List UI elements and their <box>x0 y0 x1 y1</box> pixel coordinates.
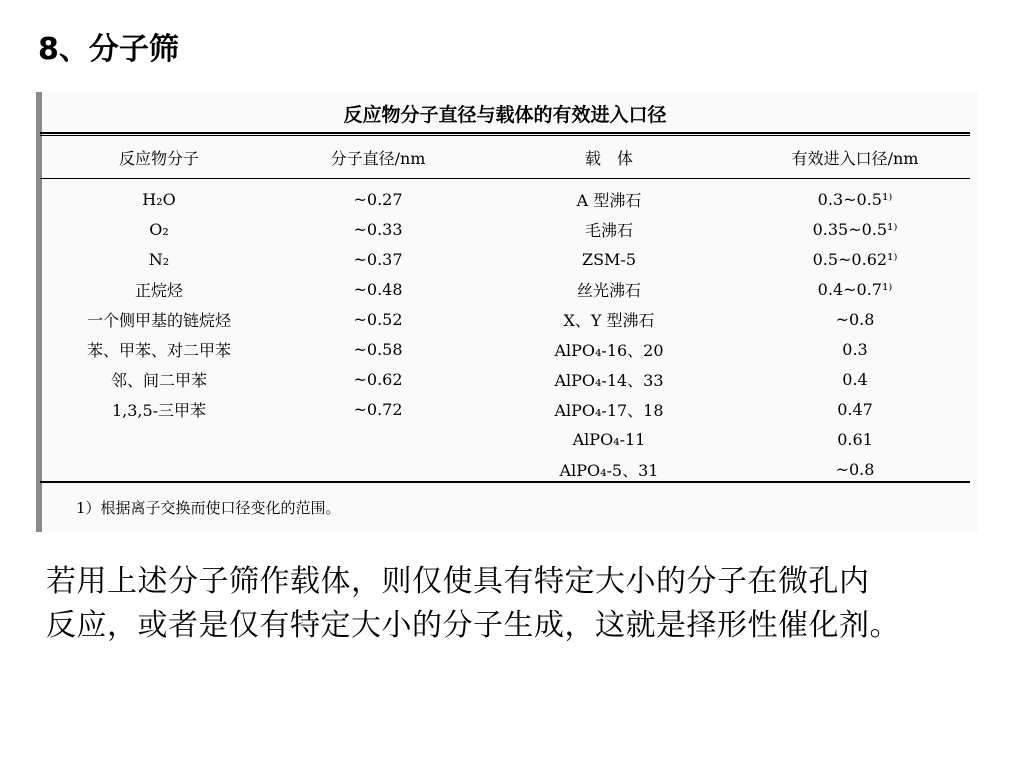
table-row <box>40 178 970 214</box>
table-header-row <box>40 140 970 178</box>
cell-carrier: AlPO₄-17、18 <box>554 400 664 420</box>
slide-title: 8、分子筛 <box>38 32 179 67</box>
table-row <box>40 394 970 424</box>
cell-aperture: 0.5~0.62¹⁾ <box>812 249 898 269</box>
cell-molecule <box>40 454 278 484</box>
table-row <box>40 424 970 454</box>
header-molecule: 反应物分子 <box>118 148 199 168</box>
cell-molecule: O₂ <box>149 219 169 239</box>
explanation-paragraph <box>46 560 1016 648</box>
table-top-rule <box>40 132 970 136</box>
header-aperture: 有效进入口径/nm <box>791 148 919 168</box>
table-row <box>40 214 970 244</box>
cell-aperture: 0.61 <box>837 429 873 449</box>
cell-carrier: X、Y 型沸石 <box>563 310 655 330</box>
cell-diameter: ~0.52 <box>353 309 403 329</box>
cell-molecule: 正烷烃 <box>134 280 183 300</box>
cell-aperture: 0.4 <box>842 369 868 389</box>
cell-molecule: 一个侧甲基的链烷烃 <box>86 310 231 330</box>
explanation-line: 反应，或者是仅有特定大小的分子生成，这就是择形性催化剂。 <box>46 608 900 643</box>
cell-aperture: 0.3~0.5¹⁾ <box>817 189 893 209</box>
cell-carrier: AlPO₄-14、33 <box>554 370 664 390</box>
cell-molecule: N₂ <box>148 249 170 269</box>
cell-diameter: ~0.62 <box>353 369 403 389</box>
cell-aperture: ~0.8 <box>835 459 875 479</box>
table-row <box>40 364 970 394</box>
cell-molecule: 苯、甲苯、对二甲苯 <box>86 340 231 360</box>
table-bottom-rule <box>40 481 970 483</box>
cell-molecule: 邻、间二甲苯 <box>110 370 207 390</box>
header-diameter: 分子直径/nm <box>330 148 426 168</box>
cell-carrier: 毛沸石 <box>584 220 633 240</box>
table-row <box>40 454 970 484</box>
cell-carrier: A 型沸石 <box>576 190 642 210</box>
cell-aperture: 0.3 <box>842 339 868 359</box>
molecule-diameter-table <box>40 140 970 484</box>
header-carrier: 载 体 <box>584 148 633 168</box>
cell-carrier: ZSM-5 <box>581 249 637 269</box>
table-row <box>40 244 970 274</box>
cell-diameter: ~0.48 <box>353 279 403 299</box>
cell-molecule <box>40 424 278 454</box>
cell-aperture: ~0.8 <box>835 309 875 329</box>
table-row <box>40 304 970 334</box>
cell-diameter: ~0.37 <box>353 249 403 269</box>
cell-aperture: 0.35~0.5¹⁾ <box>812 219 898 239</box>
cell-diameter: ~0.72 <box>353 399 403 419</box>
table-footnote: 1）根据离子交换而使口径变化的范围。 <box>76 499 341 517</box>
table-row <box>40 274 970 304</box>
cell-diameter: ~0.33 <box>353 219 403 239</box>
cell-molecule: H₂O <box>142 189 176 209</box>
cell-aperture: 0.4~0.7¹⁾ <box>817 279 893 299</box>
table-row <box>40 334 970 364</box>
table-caption: 反应物分子直径与载体的有效进入口径 <box>343 104 667 126</box>
cell-aperture: 0.47 <box>837 399 873 419</box>
cell-diameter: ~0.27 <box>353 189 403 209</box>
cell-diameter <box>278 454 478 484</box>
cell-diameter: ~0.58 <box>353 339 403 359</box>
cell-molecule: 1,3,5-三甲苯 <box>111 400 207 420</box>
cell-carrier: AlPO₄-5、31 <box>559 460 659 480</box>
cell-carrier: AlPO₄-11 <box>572 429 646 449</box>
cell-diameter <box>278 424 478 454</box>
cell-carrier: AlPO₄-16、20 <box>554 340 664 360</box>
explanation-line: 若用上述分子筛作载体，则仅使具有特定大小的分子在微孔内 <box>46 564 870 599</box>
cell-carrier: 丝光沸石 <box>576 280 641 300</box>
